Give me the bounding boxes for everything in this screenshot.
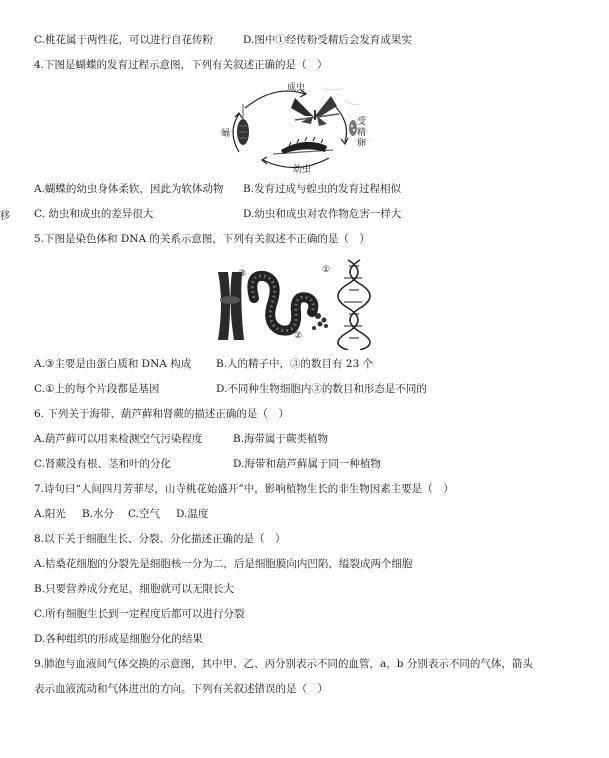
q4-option-c: C. 幼虫和成虫的差异很大	[34, 208, 154, 220]
q7-stem: 7.诗句曰“人间四月芳菲尽，山寺桃花始盛开”中，影响植物生长的非生物因素主要是（ ）	[34, 483, 454, 495]
q6-option-b: B.海带属于蕨类植物	[233, 433, 329, 445]
label-egg-2: 精	[357, 128, 367, 138]
q5-option-a: A.③主要是由蛋白质和 DNA 构成	[34, 358, 192, 370]
dna-helix-icon	[338, 260, 370, 350]
q9-stem-line2: 表示血液流动和气体进出的方向。下列有关叙述错误的是（ ）	[34, 683, 328, 695]
q8-option-a: A.桔桑花细胞的分裂先是细胞核一分为二，后是细胞膜向内凹陷，缢裂成两个细胞	[34, 558, 413, 570]
butterfly-adult-icon	[291, 96, 339, 126]
label-pupa: 蛹	[221, 129, 231, 139]
q7-option-d: D.温度	[176, 508, 209, 520]
egg-icon	[349, 120, 357, 136]
q7-option-b: B.水分	[82, 508, 115, 520]
q4-option-d: D.幼虫和成虫对农作物危害一样大	[243, 208, 402, 220]
q4-option-a: A.蝴蝶的幼虫身体柔软，因此为软体动物	[34, 183, 224, 195]
q5-option-d: D.不同种生物细胞内③的数目和形态是不同的	[216, 383, 427, 395]
q6-option-c: C.肾蕨没有根、茎和叶的分化	[34, 458, 171, 470]
margin-mark: 移	[0, 211, 10, 222]
q6-stem: 6. 下列关于海带、葫芦藓和肾蕨的描述正确的是（ ）	[34, 408, 289, 420]
chromosome-dna-figure	[208, 254, 383, 350]
label-circle-3: ③	[238, 269, 247, 279]
q6-option-a: A.葫芦藓可以用来检测空气污染程度	[34, 433, 203, 445]
label-circle-1: ①	[322, 265, 331, 275]
caterpillar-icon	[273, 137, 333, 154]
q8-option-d: D.各种组织的形成是细胞分化的结果	[34, 633, 203, 645]
q4-option-b: B.发育过成与蝗虫的发育过程相似	[243, 183, 402, 195]
q7-option-a: A.阳光	[34, 508, 66, 520]
q4-stem: 4.下图是蝴蝶的发育过程示意图，下列有关叙述正确的是（ ）	[34, 59, 328, 71]
q3-option-d: D.图中①经传粉受精后会发育成果实	[243, 34, 412, 46]
q3-option-c: C.桃花属于两性花，可以进行自花传粉	[34, 34, 213, 46]
q9-stem-line1: 9.肺泡与血液间气体交换的示意图，其中甲、乙、丙分别表示不同的血管，a，b 分别表示不同的气体，箭头	[34, 658, 533, 670]
q6-option-d: D.海带和葫芦藓属于同一种植物	[233, 458, 381, 470]
pupa-icon	[237, 104, 249, 145]
label-egg-1: 受	[357, 117, 367, 127]
q5-option-b: B.人的精子中，③的数目有 23 个	[216, 358, 374, 370]
label-adult: 成虫	[287, 83, 306, 93]
butterfly-lifecycle-figure	[205, 80, 375, 176]
chromatin-coil-icon	[252, 276, 313, 331]
q5-option-c: C.①上的每个片段都是基因	[34, 383, 160, 395]
q5-stem: 5.下图是染色体和 DNA 的关系示意图，下列有关叙述不正确的是（ ）	[34, 233, 370, 245]
label-larva: 幼虫	[293, 165, 312, 175]
chromosome-icon	[218, 272, 244, 340]
q8-stem: 8.以下关于细胞生长、分裂、分化描述正确的是（ ）	[34, 533, 286, 545]
q8-option-c: C.所有细胞生长到一定程度后都可以进行分裂	[34, 608, 245, 620]
label-circle-2: ②	[294, 331, 303, 341]
label-egg-3: 卵	[357, 139, 367, 149]
q8-option-b: B.只要营养成分充足，细胞就可以无限长大	[34, 583, 235, 595]
q7-option-c: C.空气	[128, 508, 160, 520]
